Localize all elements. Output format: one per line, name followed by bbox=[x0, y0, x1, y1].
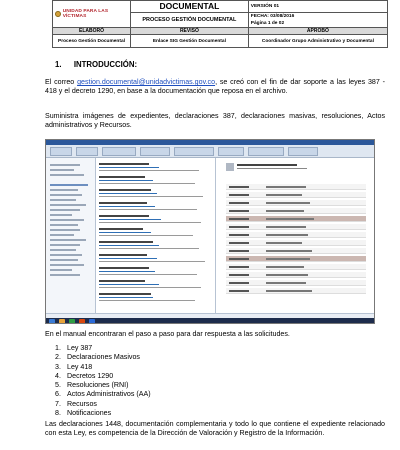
section-title: INTRODUCCIÓN: bbox=[73, 60, 138, 69]
message-item bbox=[99, 162, 211, 173]
message-item bbox=[99, 292, 211, 303]
reading-row bbox=[226, 288, 366, 294]
supply-paragraph: Suministra imágenes de expedientes, declaraciones 387, declaraciones masivas, resoluciones, Actos administrativos y Recursos. bbox=[45, 112, 385, 130]
list-item: 2. Declaraciones Masivos bbox=[55, 353, 140, 362]
reading-row bbox=[226, 232, 366, 238]
message-item bbox=[99, 201, 211, 212]
folder-item bbox=[50, 184, 88, 186]
ribbon-group bbox=[50, 147, 72, 156]
logo-text: UNIDAD PARA LAS VÍCTIMAS bbox=[62, 8, 109, 19]
folder-item bbox=[50, 264, 84, 266]
ribbon-group bbox=[288, 147, 318, 156]
message-item bbox=[99, 227, 211, 238]
reading-header bbox=[226, 163, 306, 172]
message-item bbox=[99, 253, 211, 264]
logo bbox=[55, 10, 128, 18]
section-heading bbox=[55, 60, 137, 69]
folder-item bbox=[50, 234, 74, 236]
topics-list bbox=[55, 344, 151, 418]
folder-item bbox=[50, 244, 80, 246]
outlook-icon bbox=[89, 319, 95, 324]
document-header-table bbox=[52, 0, 388, 48]
list-item: 1. Ley 387 bbox=[55, 344, 93, 352]
reading-row bbox=[226, 184, 366, 190]
elaboro-label: ELABORÓ bbox=[53, 27, 131, 34]
folder-item bbox=[50, 254, 82, 256]
process-name: PROCESO GESTIÓN DOCUMENTAL bbox=[131, 12, 249, 27]
folder-item bbox=[50, 169, 74, 171]
app-icon bbox=[79, 319, 85, 324]
aprobo-label: APROBÓ bbox=[248, 27, 387, 34]
folder-item bbox=[50, 189, 78, 191]
document-title: DOCUMENTAL bbox=[131, 1, 249, 13]
manual-paragraph: En el manual encontraran el paso a paso para dar respuesta a las solicitudes. bbox=[45, 330, 290, 338]
list-item: 8. Notificaciones bbox=[55, 409, 112, 418]
reviso-value: Enlace SIG Gestión Documental bbox=[131, 35, 249, 48]
ribbon-group bbox=[140, 147, 170, 156]
reading-row bbox=[226, 272, 366, 278]
reading-row bbox=[226, 224, 366, 230]
list-item: 5. Resoluciones (RNI) bbox=[55, 381, 129, 390]
page-label: Página 1 de 02 bbox=[250, 20, 285, 26]
email-link[interactable]: gestion.documental@unidadvictimas.gov.co bbox=[77, 78, 216, 86]
folder-item bbox=[50, 199, 76, 201]
ribbon-group bbox=[102, 147, 136, 156]
message-item bbox=[99, 240, 211, 251]
taskbar bbox=[46, 318, 375, 324]
closing-paragraph: Las declaraciones 1448, documentación complementaria y todo lo que contiene el expediente relacionado con esta Ley, es competencia de la Dirección de Valoración y Registro de la Información. bbox=[45, 420, 385, 438]
folder-item bbox=[50, 224, 78, 226]
reading-row bbox=[226, 264, 366, 270]
folder-item bbox=[50, 174, 84, 176]
folder-item bbox=[50, 164, 80, 166]
message-item bbox=[99, 175, 211, 186]
ribbon bbox=[46, 140, 375, 158]
institution-seal-icon bbox=[55, 11, 61, 17]
explorer-icon bbox=[59, 319, 65, 324]
folder-item bbox=[50, 204, 86, 206]
app-icon bbox=[69, 319, 75, 324]
avatar bbox=[226, 163, 234, 171]
folder-item bbox=[50, 269, 72, 271]
mail-client-screenshot bbox=[45, 139, 375, 324]
folder-item bbox=[50, 194, 82, 196]
reviso-label: REVISÓ bbox=[131, 27, 249, 34]
message-item bbox=[99, 266, 211, 277]
folder-item bbox=[50, 249, 76, 251]
reading-row bbox=[226, 280, 366, 286]
ribbon-group bbox=[174, 147, 214, 156]
list-item: 3. Ley 418 bbox=[55, 362, 93, 371]
folder-pane bbox=[46, 158, 96, 313]
message-list bbox=[96, 158, 216, 313]
ribbon-group bbox=[248, 147, 284, 156]
logo-cell bbox=[53, 1, 131, 28]
message-item bbox=[99, 279, 211, 290]
ribbon-tabbar bbox=[46, 140, 375, 145]
folder-item bbox=[50, 274, 80, 276]
intro-prefix: El correo bbox=[45, 78, 78, 86]
reading-pane bbox=[216, 158, 375, 313]
message-item bbox=[99, 188, 211, 199]
folder-item bbox=[50, 229, 80, 231]
list-item: 7. Recursos bbox=[55, 399, 97, 408]
folder-item bbox=[50, 214, 72, 216]
ribbon-group bbox=[218, 147, 244, 156]
reading-row-highlighted bbox=[226, 256, 366, 262]
reading-row bbox=[226, 192, 366, 198]
intro-paragraph bbox=[45, 78, 385, 96]
folder-item bbox=[50, 259, 78, 261]
folder-item bbox=[50, 239, 86, 241]
date-label: FECHA: 03/08/2016 bbox=[250, 13, 295, 19]
elaboro-value: Proceso Gestión Documental bbox=[53, 35, 131, 48]
section-number: 1. bbox=[55, 60, 62, 69]
folder-item bbox=[50, 209, 80, 211]
reading-row-highlighted bbox=[226, 216, 366, 222]
reading-row bbox=[226, 208, 366, 214]
start-icon bbox=[49, 319, 55, 324]
reading-row bbox=[226, 248, 366, 254]
reading-row bbox=[226, 200, 366, 206]
folder-item bbox=[50, 219, 84, 221]
list-item: 6. Actos Administrativos (AA) bbox=[55, 390, 151, 399]
ribbon-group bbox=[76, 147, 98, 156]
list-item: 4. Decretos 1290 bbox=[55, 371, 114, 380]
aprobo-value: Coordinador Grupo Administrativo y Documental bbox=[248, 35, 387, 48]
message-item bbox=[99, 214, 211, 225]
version-label: VERSIÓN 01 bbox=[248, 1, 387, 13]
intro-suffix: , se creó con el fin de dar soporte a las leyes 387 - 418 y el decreto 1290, en base a la documentación que reposa en el archivo. bbox=[45, 78, 385, 96]
date-page-cell bbox=[248, 12, 387, 27]
reading-row bbox=[226, 240, 366, 246]
